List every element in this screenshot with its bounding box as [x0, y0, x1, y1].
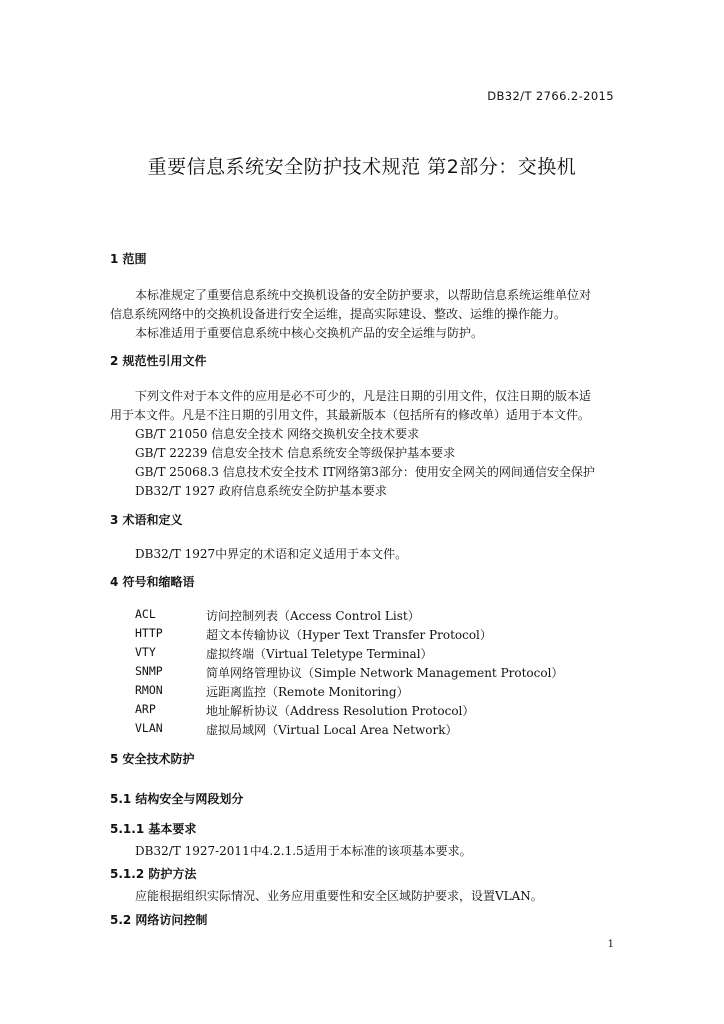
section-1-paragraph-1-line-2: 信息系统网络中的交换机设备进行安全运维，提高实际建设、整改、运维的操作能力。 — [110, 307, 567, 321]
abbreviation-definition: 超文本传输协议（Hyper Text Transfer Protocol） — [206, 628, 492, 642]
section-3-paragraph: DB32/T 1927中界定的术语和定义适用于本文件。 — [135, 547, 408, 561]
section-5-1-1-text: DB32/T 1927-2011中4.2.1.5适用于本标准的该项基本要求。 — [135, 844, 472, 858]
section-2-paragraph-line-2: 用于本文件。凡是不注日期的引用文件，其最新版本（包括所有的修改单）适用于本文件。 — [110, 408, 591, 422]
abbreviation-term: RMON — [135, 683, 163, 697]
section-2-heading: 2 规范性引用文件 — [110, 354, 207, 368]
abbreviation-definition: 远距离监控（Remote Monitoring） — [206, 685, 409, 699]
section-1-paragraph-2: 本标准适用于重要信息系统中核心交换机产品的安全运维与防护。 — [135, 326, 484, 340]
section-5-heading: 5 安全技术防护 — [110, 752, 195, 766]
section-5-1-heading: 5.1 结构安全与网段划分 — [110, 792, 244, 806]
reference-item: GB/T 21050 信息安全技术 网络交换机安全技术要求 — [135, 427, 420, 441]
section-1-heading: 1 范围 — [110, 252, 147, 266]
abbreviation-definition: 访问控制列表（Access Control List） — [206, 609, 420, 623]
document-id: DB32/T 2766.2-2015 — [487, 89, 614, 103]
section-5-1-2-heading: 5.1.2 防护方法 — [110, 867, 197, 881]
document-title: 重要信息系统安全防护技术规范 第2部分：交换机 — [147, 156, 577, 178]
abbreviation-term: VLAN — [135, 721, 163, 735]
section-1-paragraph-1-line-1: 本标准规定了重要信息系统中交换机设备的安全防护要求，以帮助信息系统运维单位对 — [135, 288, 592, 302]
abbreviation-term: ARP — [135, 702, 156, 716]
abbreviation-term: VTY — [135, 645, 156, 659]
section-2-paragraph-line-1: 下列文件对于本文件的应用是必不可少的，凡是注日期的引用文件，仅注日期的版本适 — [135, 389, 592, 403]
reference-item: DB32/T 1927 政府信息系统安全防护基本要求 — [135, 484, 387, 498]
abbreviation-definition: 简单网络管理协议（Simple Network Management Protocol） — [206, 666, 564, 680]
abbreviation-term: SNMP — [135, 664, 163, 678]
abbreviation-term: HTTP — [135, 626, 163, 640]
section-5-1-2-text: 应能根据组织实际情况、业务应用重要性和安全区域防护要求，设置VLAN。 — [135, 889, 543, 903]
section-4-heading: 4 符号和缩略语 — [110, 575, 195, 589]
reference-item: GB/T 22239 信息安全技术 信息系统安全等级保护基本要求 — [135, 446, 456, 460]
reference-item: GB/T 25068.3 信息技术安全技术 IT网络第3部分：使用安全网关的网间通信安全保护 — [135, 465, 595, 479]
abbreviation-definition: 虚拟终端（Virtual Teletype Terminal） — [206, 647, 433, 661]
section-5-2-heading: 5.2 网络访问控制 — [110, 913, 208, 927]
abbreviation-definition: 地址解析协议（Address Resolution Protocol） — [206, 704, 475, 718]
page-number: 1 — [607, 939, 614, 950]
abbreviation-definition: 虚拟局域网（Virtual Local Area Network） — [206, 723, 458, 737]
section-5-1-1-heading: 5.1.1 基本要求 — [110, 822, 197, 836]
section-3-heading: 3 术语和定义 — [110, 513, 183, 527]
abbreviation-term: ACL — [135, 607, 156, 621]
